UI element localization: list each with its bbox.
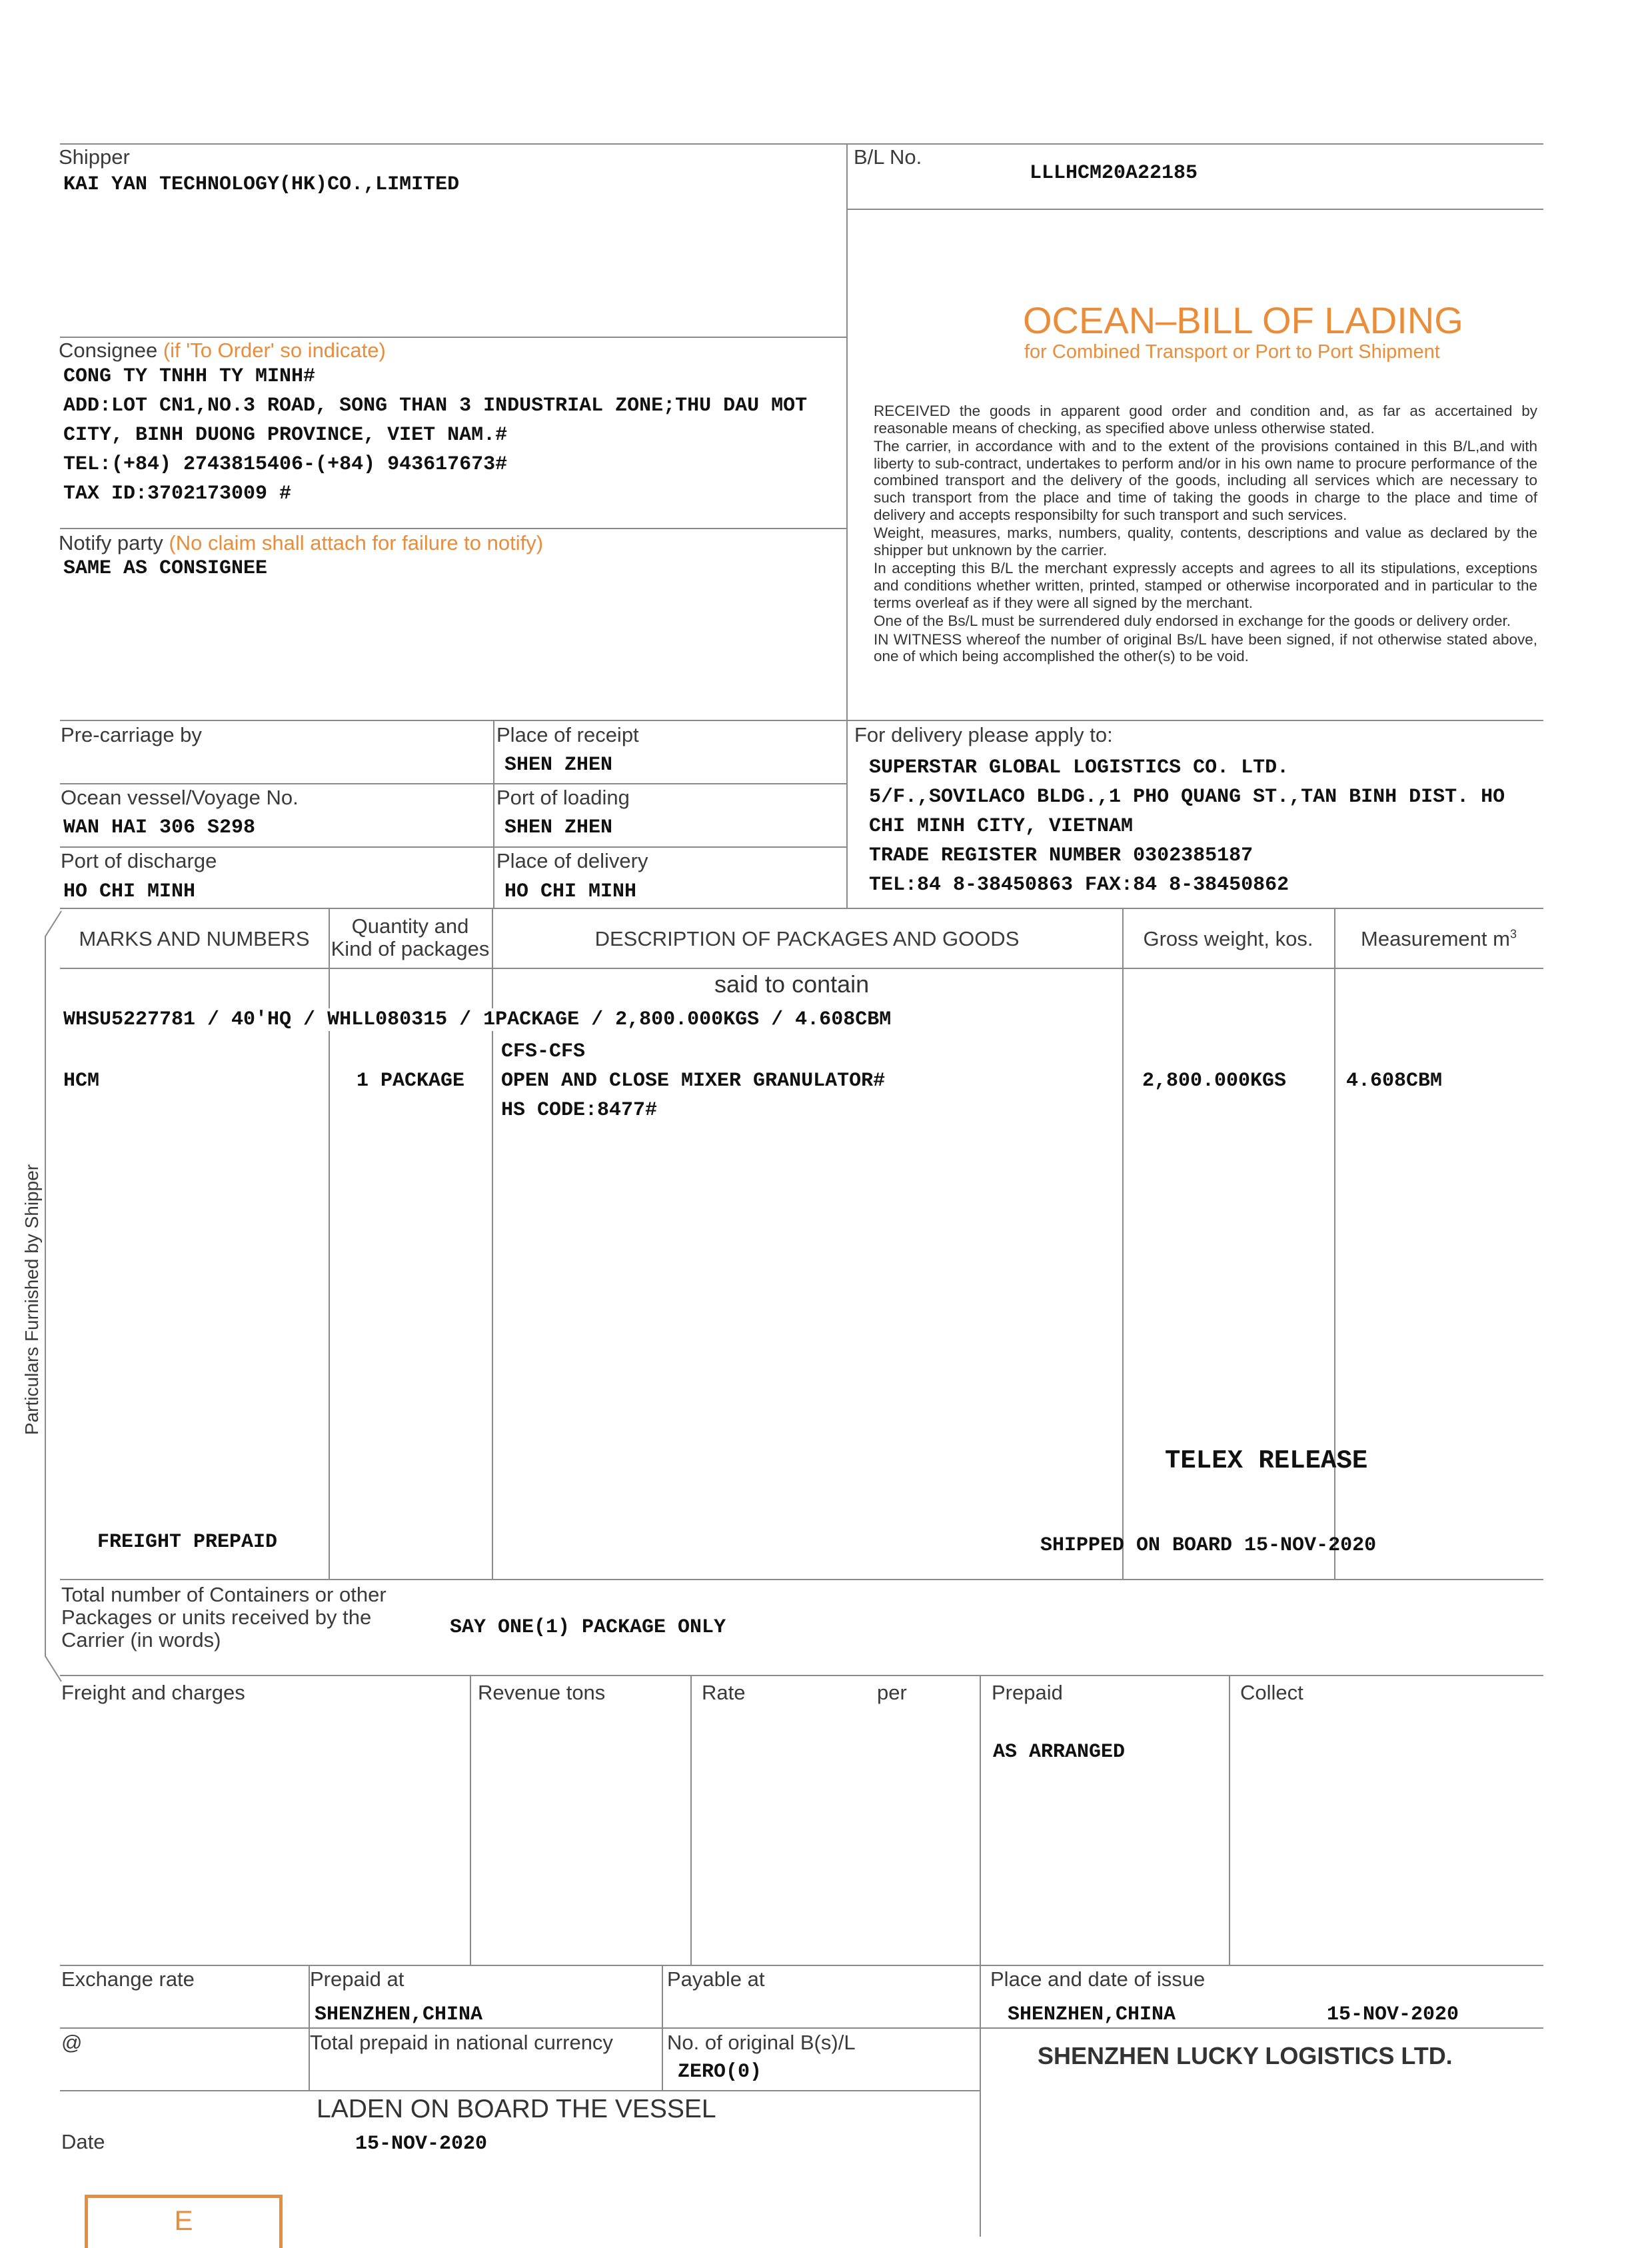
rule-vessel [60,783,846,784]
per-label: per [877,1681,907,1704]
quantity-value: 1 PACKAGE [357,1070,465,1092]
rule-blno [846,209,1543,210]
place-of-receipt-value: SHEN ZHEN [504,754,613,776]
terms-paragraph: In accepting this B/L the merchant expressly accepts and agrees to all its stipulations, exceptions and conditions whether written, printed, stamped or otherwise incorporated and in particular to the terms overleaf as if they were all signed by the merchant. [874,560,1537,611]
rule-top [60,143,1543,145]
description-line: CFS-CFS [501,1040,586,1063]
qty-header-line: Kind of packages [331,937,490,960]
shipper-value: KAI YAN TECHNOLOGY(HK)CO.,LIMITED [63,173,460,196]
document-subtitle: for Combined Transport or Port to Port Shipment [1024,341,1440,363]
bl-no-label: B/L No. [854,145,922,169]
telex-release-stamp: TELEX RELEASE [1165,1446,1368,1476]
qty-header [329,915,492,960]
rule-v-center [846,143,848,908]
gross-weight-header: Gross weight, kos. [1143,927,1313,950]
total-containers-label [61,1584,387,1652]
rule-notify [60,528,846,529]
total-prepaid-label: Total prepaid in national currency [310,2031,613,2054]
consignee-label-text: Consignee [59,339,158,362]
freight-charges-label: Freight and charges [61,1681,245,1704]
description-header: DESCRIPTION OF PACKAGES AND GOODS [594,927,1020,950]
total-words-value: SAY ONE(1) PACKAGE ONLY [450,1616,726,1639]
total-containers-label-line: Total number of Containers or other [61,1583,387,1606]
consignee-line: CONG TY TNHH TY MINH# [63,365,316,388]
consignee-line: CITY, BINH DUONG PROVINCE, VIET NAM.# [63,424,508,447]
at-sign-label: @ [61,2031,83,2054]
notify-label [59,531,543,555]
rule-prepaid-at [60,2027,1543,2029]
description-line: OPEN AND CLOSE MIXER GRANULATOR# [501,1070,886,1092]
consignee-line: TAX ID:3702173009 # [63,483,292,505]
place-issue-value: SHENZHEN,CHINA [1008,2003,1176,2026]
measurement-header-sup: 3 [1509,927,1517,941]
document-title: OCEAN–BILL OF LADING [1023,299,1463,341]
delivery-line: TRADE REGISTER NUMBER 0302385187 [869,844,1253,867]
rule-table-head-bottom [60,968,1543,969]
consignee-line: TEL:(+84) 2743815406-(+84) 943617673# [63,453,508,476]
description-line: HS CODE:8477# [501,1099,658,1122]
qty-header-line: Quantity and [351,914,469,938]
rule-freight-bottom [60,1965,1543,1966]
no-original-value: ZERO(0) [678,2061,762,2083]
rule-v-collect [1229,1675,1230,1965]
rule-v-prepaid [980,1675,981,2237]
delivery-line: CHI MINH CITY, VIETNAM [869,815,1134,838]
stamp-letter: E [174,2205,193,2236]
revenue-tons-label: Revenue tons [478,1681,606,1704]
rule-v-revenue [470,1675,471,1965]
delivery-line: 5/F.,SOVILACO BLDG.,1 PHO QUANG ST.,TAN BINH DIST. HO [869,786,1505,808]
place-of-delivery-label: Place of delivery [496,849,648,872]
laden-date-value: 15-NOV-2020 [355,2133,488,2155]
laden-label: LADEN ON BOARD THE VESSEL [317,2095,716,2123]
terms-paragraph: IN WITNESS whereof the number of original Bs/L have been signed, if not otherwise stated above, one of which being accomplished the other(s) to be void. [874,630,1537,665]
stamp-box [85,2195,283,2248]
carrier-name: SHENZHEN LUCKY LOGISTICS LTD. [1038,2042,1453,2069]
container-line: WHSU5227781 / 40'HQ / WHLL080315 / 1PACKAGE / 2,800.000KGS / 4.608CBM [63,1008,892,1031]
prepaid-at-value: SHENZHEN,CHINA [315,2003,483,2026]
terms-paragraph: The carrier, in accordance with and to the extent of the provisions contained in this B/L,and with liberty to sub-contract, undertakes to perform and/or in his own name to procure performance of the combined transport and the delivery of the goods, including all services which are necessary to such transport from the place and time of taking the goods in charge to the place and time of delivery and accepts responsibilty for such transport and such services. [874,438,1537,523]
measurement-value: 4.608CBM [1346,1070,1443,1092]
marks-header: MARKS AND NUMBERS [79,927,310,950]
prepaid-label: Prepaid [992,1681,1063,1704]
notify-label-text: Notify party [59,531,163,555]
pre-carriage-label: Pre-carriage by [61,723,202,746]
no-original-label: No. of original B(s)/L [667,2031,856,2054]
notify-value: SAME AS CONSIGNEE [63,557,268,580]
ocean-vessel-label: Ocean vessel/Voyage No. [61,786,299,809]
ocean-vessel-value: WAN HAI 306 S298 [63,816,256,839]
total-containers-label-line: Packages or units received by the [61,1606,372,1629]
rule-v-payable-at [662,1965,663,2090]
side-label: Particulars Furnished by Shipper [21,1159,43,1440]
consignee-line: ADD:LOT CN1,NO.3 ROAD, SONG THAN 3 INDUSTRIAL ZONE;THU DAU MOT [63,395,808,417]
port-of-discharge-value: HO CHI MINH [63,880,196,903]
rule-consignee [60,337,846,338]
rule-totals [60,1675,1543,1676]
shipper-label: Shipper [59,145,130,169]
rate-label: Rate [702,1681,746,1704]
date-label: Date [61,2130,105,2153]
consignee-note: (if 'To Order' so indicate) [163,339,386,362]
place-date-issue-label: Place and date of issue [990,1967,1206,1991]
total-containers-label-line: Carrier (in words) [61,1628,221,1652]
marks-value: HCM [63,1070,100,1092]
delivery-line: SUPERSTAR GLOBAL LOGISTICS CO. LTD. [869,756,1289,779]
rule-discharge [60,846,846,848]
rule-v-gross [1122,908,1124,1579]
terms-paragraph: One of the Bs/L must be surrendered duly endorsed in exchange for the goods or delivery order. [874,612,1511,630]
collect-label: Collect [1240,1681,1303,1704]
delivery-apply-label: For delivery please apply to: [854,723,1113,746]
port-of-loading-value: SHEN ZHEN [504,816,613,839]
payable-at-label: Payable at [667,1967,765,1991]
port-of-discharge-label: Port of discharge [61,849,217,872]
bl-no-value: LLLHCM20A22185 [1030,162,1198,185]
rule-v-measure [1334,908,1335,1579]
delivery-line: TEL:84 8-38450863 FAX:84 8-38450862 [869,874,1289,896]
rule-v-rate [690,1675,692,1965]
terms-paragraph: Weight, measures, marks, numbers, quality, contents, descriptions and value as declared by the shipper but unknown by the carrier. [874,525,1537,559]
terms-block [874,403,1537,666]
port-of-loading-label: Port of loading [496,786,630,809]
as-arranged-value: AS ARRANGED [993,1741,1126,1763]
place-of-receipt-label: Place of receipt [496,723,639,746]
measurement-header [1334,927,1543,951]
exchange-rate-label: Exchange rate [61,1967,195,1991]
place-of-delivery-value: HO CHI MINH [504,880,637,903]
rule-precarriage [60,720,1543,721]
gross-weight-value: 2,800.000KGS [1142,1070,1287,1092]
date-issue-value: 15-NOV-2020 [1327,2003,1459,2026]
freight-prepaid-value: FREIGHT PREPAID [97,1531,278,1554]
rule-laden [60,2090,980,2091]
notify-note: (No claim shall attach for failure to notify) [169,531,544,555]
rule-table-bottom [60,1579,1543,1580]
rule-table-head-top [60,908,1543,909]
said-to-contain: said to contain [714,970,870,998]
prepaid-at-label: Prepaid at [310,1967,405,1991]
measurement-header-text: Measurement m [1361,927,1510,950]
terms-paragraph: RECEIVED the goods in apparent good order and condition and, as far as accertained by reasonable means of checking, as specified above unless otherwise stated. [874,403,1537,437]
rule-v-receipt [493,720,494,908]
shipped-on-board-value: SHIPPED ON BOARD 15-NOV-2020 [1040,1534,1377,1557]
consignee-label [59,339,386,363]
